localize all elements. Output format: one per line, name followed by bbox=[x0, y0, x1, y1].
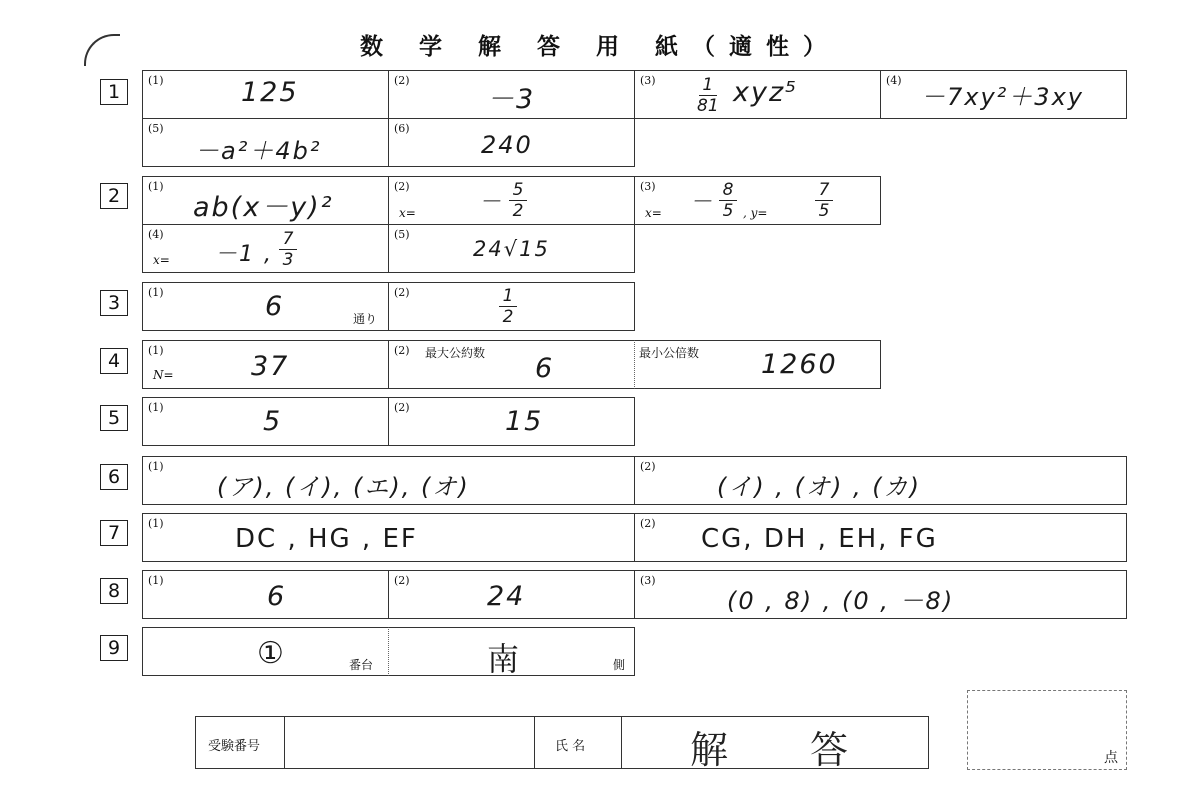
answer-label: (3) bbox=[640, 74, 656, 87]
answer-label: (1) bbox=[148, 460, 164, 473]
answer-text: DC , HG , EF bbox=[235, 524, 418, 554]
answer-prefix: N= bbox=[153, 368, 174, 382]
answer-box-8-1[interactable] bbox=[142, 570, 389, 619]
score-box[interactable] bbox=[967, 690, 1127, 770]
fraction-denominator: 3 bbox=[282, 250, 294, 270]
answer-box-6-1[interactable] bbox=[142, 456, 635, 505]
page-title: 数 学 解 答 用 紙（適性） bbox=[359, 33, 841, 60]
answer-text: 5 bbox=[263, 406, 283, 437]
answer-text: －1 , bbox=[215, 242, 273, 267]
answer-label: (5) bbox=[394, 228, 410, 241]
answer-box-8-3[interactable] bbox=[634, 570, 1127, 619]
answer-box-2-3[interactable] bbox=[634, 176, 881, 225]
answer-text: (イ) , (オ) , (カ) bbox=[717, 473, 921, 501]
fraction bbox=[509, 181, 527, 220]
answer-box-1-2[interactable] bbox=[388, 70, 635, 119]
fraction-denominator: 5 bbox=[818, 201, 830, 221]
answer-prefix: x= bbox=[399, 206, 416, 220]
answer-unit: 通り bbox=[353, 312, 378, 326]
answer-text: －3 bbox=[487, 84, 536, 115]
answer-label: (2) bbox=[394, 574, 410, 587]
answer-text: 24 bbox=[487, 581, 526, 612]
answer-box-1-6[interactable] bbox=[388, 118, 635, 167]
answer-box-1-5[interactable] bbox=[142, 118, 389, 167]
answer-label: (1) bbox=[148, 286, 164, 299]
fraction-numerator: 7 bbox=[818, 180, 830, 200]
fraction-y bbox=[815, 181, 833, 220]
problem-number-1: 1 bbox=[100, 79, 128, 105]
name-label-cell bbox=[534, 716, 622, 769]
fraction-denominator: 81 bbox=[697, 96, 719, 116]
answer-label: (2) bbox=[394, 401, 410, 414]
answer-label: (2) bbox=[394, 286, 410, 299]
exam-number-label-cell bbox=[195, 716, 285, 769]
answer-text: ① bbox=[257, 636, 286, 671]
answer-text: 6 bbox=[535, 353, 555, 384]
answer-prefix-x: x= bbox=[645, 206, 662, 220]
fraction-denominator: 2 bbox=[512, 201, 524, 221]
answer-box-5-1[interactable] bbox=[142, 397, 389, 446]
answer-text: (0 , 8) , (0 , －8) bbox=[727, 587, 955, 615]
fraction bbox=[697, 76, 719, 115]
problem-number-7: 7 bbox=[100, 520, 128, 546]
problem-number-5: 5 bbox=[100, 405, 128, 431]
answer-label: (2) bbox=[640, 517, 656, 530]
answer-heading: 最小公倍数 bbox=[639, 346, 700, 360]
answer-box-6-2[interactable] bbox=[634, 456, 1127, 505]
fraction-denominator: 2 bbox=[502, 307, 514, 327]
answer-box-2-1[interactable] bbox=[142, 176, 389, 225]
answer-box-1-4[interactable] bbox=[880, 70, 1127, 119]
answer-box-9-2[interactable] bbox=[388, 627, 635, 676]
fraction-numerator: 1 bbox=[502, 286, 514, 306]
answer-box-5-2[interactable] bbox=[388, 397, 635, 446]
answer-text: xyz⁵ bbox=[733, 77, 798, 108]
answer-text: 15 bbox=[505, 406, 544, 437]
fraction-denominator: 5 bbox=[722, 201, 734, 221]
answer-text: 240 bbox=[481, 131, 533, 159]
problem-number-4: 4 bbox=[100, 348, 128, 374]
problem-number-9: 9 bbox=[100, 635, 128, 661]
answer-box-2-2[interactable] bbox=[388, 176, 635, 225]
answer-label: (1) bbox=[148, 74, 164, 87]
problem-number-8: 8 bbox=[100, 578, 128, 604]
answer-sign: － bbox=[690, 190, 715, 215]
answer-text: 24√15 bbox=[473, 237, 550, 261]
answer-box-7-1[interactable] bbox=[142, 513, 635, 562]
exam-number-field[interactable] bbox=[284, 716, 535, 769]
answer-label: (2) bbox=[394, 180, 410, 193]
answer-sign: － bbox=[479, 190, 504, 215]
answer-text: 南 bbox=[487, 640, 522, 678]
answer-unit: 側 bbox=[613, 658, 626, 672]
name-value: 解 答 bbox=[690, 728, 851, 772]
answer-text: (ア), (イ), (エ), (オ) bbox=[217, 473, 470, 501]
answer-text: ab(x－y)² bbox=[193, 192, 334, 223]
answer-label: (2) bbox=[394, 344, 410, 357]
answer-label: (4) bbox=[886, 74, 902, 87]
answer-box-9-1[interactable] bbox=[142, 627, 389, 676]
answer-box-3-2[interactable] bbox=[388, 282, 635, 331]
name-label: 氏 名 bbox=[555, 739, 586, 754]
answer-box-2-4[interactable] bbox=[142, 224, 389, 273]
answer-box-1-1[interactable] bbox=[142, 70, 389, 119]
answer-label: (1) bbox=[148, 344, 164, 357]
answer-label: (1) bbox=[148, 180, 164, 193]
answer-label: (1) bbox=[148, 574, 164, 587]
fraction-numerator: 8 bbox=[722, 180, 734, 200]
answer-box-4-1[interactable] bbox=[142, 340, 389, 389]
answer-box-4-2[interactable] bbox=[388, 340, 635, 389]
fraction bbox=[499, 287, 517, 326]
answer-box-1-3[interactable] bbox=[634, 70, 881, 119]
answer-text: －7xy²＋3xy bbox=[921, 83, 1084, 111]
answer-label: (2) bbox=[640, 460, 656, 473]
fraction-numerator: 1 bbox=[702, 75, 714, 95]
answer-unit: 番台 bbox=[349, 658, 374, 672]
answer-text: CG, DH , EH, FG bbox=[701, 524, 938, 554]
answer-box-4-3[interactable] bbox=[634, 340, 881, 389]
answer-text: 6 bbox=[267, 581, 287, 612]
answer-prefix-y: , y= bbox=[743, 206, 768, 220]
answer-text: 6 bbox=[265, 291, 285, 322]
answer-box-2-5[interactable] bbox=[388, 224, 635, 273]
fraction bbox=[279, 230, 297, 269]
score-label: 点 bbox=[1104, 750, 1118, 766]
answer-label: (1) bbox=[148, 401, 164, 414]
answer-label: (3) bbox=[640, 574, 656, 587]
answer-text: 37 bbox=[251, 351, 290, 382]
answer-text: 1260 bbox=[761, 349, 838, 380]
problem-number-2: 2 bbox=[100, 183, 128, 209]
answer-text: 125 bbox=[241, 77, 299, 108]
answer-box-8-2[interactable] bbox=[388, 570, 635, 619]
answer-heading: 最大公約数 bbox=[425, 346, 486, 360]
answer-label: (2) bbox=[394, 74, 410, 87]
problem-number-6: 6 bbox=[100, 464, 128, 490]
answer-text: －a²＋4b² bbox=[195, 137, 322, 165]
problem-number-3: 3 bbox=[100, 290, 128, 316]
answer-label: (6) bbox=[394, 122, 410, 135]
answer-label: (3) bbox=[640, 180, 656, 193]
name-field[interactable] bbox=[621, 716, 929, 772]
answer-label: (4) bbox=[148, 228, 164, 241]
fraction-numerator: 5 bbox=[512, 180, 524, 200]
exam-number-label: 受験番号 bbox=[208, 739, 261, 754]
fraction-numerator: 7 bbox=[282, 229, 294, 249]
answer-box-7-2[interactable] bbox=[634, 513, 1127, 562]
answer-label: (5) bbox=[148, 122, 164, 135]
answer-prefix: x= bbox=[153, 253, 170, 267]
answer-box-3-1[interactable] bbox=[142, 282, 389, 331]
fraction-x bbox=[719, 181, 737, 220]
answer-label: (1) bbox=[148, 517, 164, 530]
